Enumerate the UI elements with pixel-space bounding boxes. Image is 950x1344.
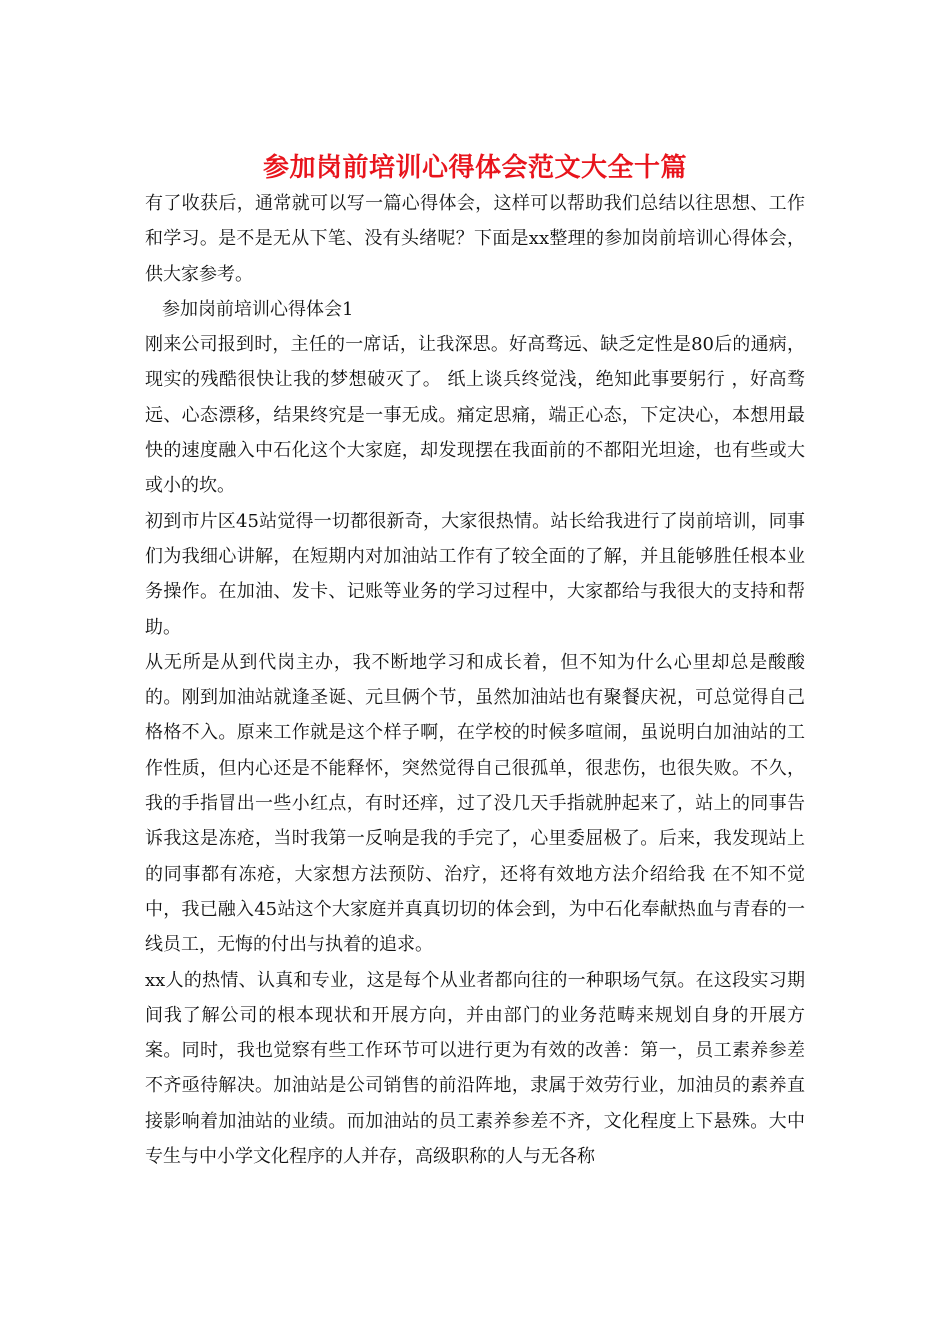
- body-paragraph-2: 初到市片区45站觉得一切都很新奇，大家很热情。站长给我进行了岗前培训，同事们为我细心讲解，在短期内对加油站工作有了较全面的了解，并且能够胜任根本业务操作。在加油、发卡、记账等业务的学习过程中，大家都给与我很大的支持和帮助。: [145, 510, 805, 638]
- body-paragraph-3: 从无所是从到代岗主办，我不断地学习和成长着，但不知为什么心里却总是酸酸的。刚到加油站就逢圣诞、元旦俩个节，虽然加油站也有聚餐庆祝，可总觉得自己格格不入。原来工作就是这个样子啊，在学校的时候多喧闹，虽说明白加油站的工作性质，但内心还是不能释怀，突然觉得自己很孤单，很悲伤，也很失败。不久，我的手指冒出一些小红点，有时还痒，过了没几天手指就肿起来了，站上的同事告诉我这是冻疮，当时我第一反响是我的手完了，心里委屈极了。后来，我发现站上的同事都有冻疮，大家想方法预防、治疗，还将有效地方法介绍给我 在不知不觉中，我已融入45站这个大家庭并真真切切的体会到，为中石化奉献热血与青春的一线员工，无悔的付出与执着的追求。: [145, 651, 805, 956]
- intro-paragraph: 有了收获后，通常就可以写一篇心得体会，这样可以帮助我们总结以往思想、工作和学习。是不是无从下笔、没有头绪呢？下面是xx整理的参加岗前培训心得体会，供大家参考。: [145, 193, 805, 285]
- body-paragraph-1: 刚来公司报到时，主任的一席话，让我深思。好高骛远、缺乏定性是80后的通病，现实的残酷很快让我的梦想破灭了。 纸上谈兵终觉浅，绝知此事要躬行 ，好高骛远、心态漂移，结果终究是一事无成。痛定思痛，端正心态，下定决心，本想用最快的速度融入中石化这个大家庭，却发现摆在我面前的不都阳光坦途，也有些或大或小的坎。: [145, 334, 805, 497]
- body-paragraph-4: xx人的热情、认真和专业，这是每个从业者都向往的一种职场气氛。在这段实习期间我了解公司的根本现状和开展方向，并由部门的业务范畴来规划自身的开展方案。同时，我也觉察有些工作环节可以进行更为有效的改善：第一，员工素养参差不齐亟待解决。加油站是公司销售的前沿阵地，隶属于效劳行业，加油员的素养直接影响着加油站的业绩。而加油站的员工素养参差不齐，文化程度上下悬殊。大中专生与中小学文化程序的人并存，高级职称的人与无各称: [145, 969, 805, 1168]
- document-title: 参加岗前培训心得体会范文大全十篇: [262, 153, 687, 183]
- document-body: [145, 186, 805, 1174]
- section-heading: 参加岗前培训心得体会1: [162, 298, 354, 320]
